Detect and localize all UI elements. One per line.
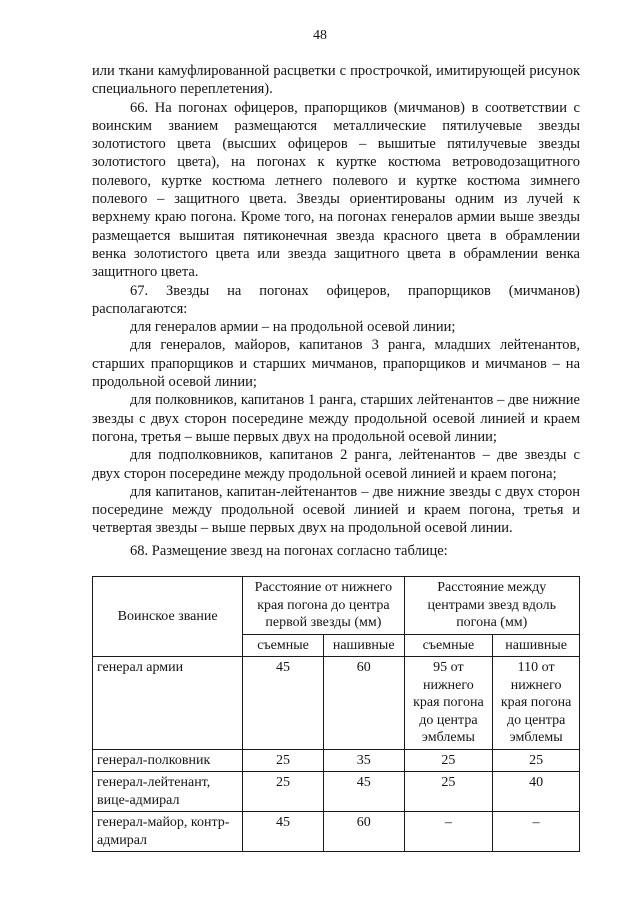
- table-row: [93, 772, 580, 812]
- subheader-removable: съемные: [404, 634, 493, 657]
- paragraph-67-item-generals-army: для генералов армии – на продольной осевой линии;: [130, 319, 456, 336]
- table-row: [93, 657, 580, 750]
- paragraph-67-item-captains: для капитанов, капитан-лейтенантов – две нижние звезды с двух сторон посередине между продольной осевой линией и краем погона, третья и четвертая звезды – выше первых двух на продольной осевой линии.: [92, 483, 580, 537]
- cell-value: 60: [323, 812, 404, 852]
- cell-value: 45: [243, 657, 324, 750]
- header-distance-first-star: Расстояние от нижнего края погона до центра первой звезды (мм): [243, 577, 404, 635]
- paragraph-67-item-lt-colonels: для подполковников, капитанов 2 ранга, лейтенантов – две звезды с двух сторон посередине между продольной осевой линией и краем погона;: [92, 447, 580, 482]
- cell-value: 95 от нижнего края погона до центра эмблемы: [404, 657, 493, 750]
- paragraph-66: 66. На погонах офицеров, прапорщиков (мичманов) в соответствии с воинским званием размещаются металлические пятилучевые звезды золотистого цвета (высших офицеров – вышитые пятилучевые звезды золотистого цвета), на погонах к куртке костюма ветроводозащитного полевого, куртке костюма летнего полевого и куртке костюма зимнего полевого – защитного цвета. Звезды ориентированы одним из лучей к верхнему краю погона. Кроме того, на погонах генералов армии выше звезды размещается вышитая пятиконечная звезда красного цвета в обрамлении венка золотистого цвета или звезда защитного цвета в обрамлении венка защитного цвета.: [92, 99, 580, 281]
- cell-value: 35: [323, 749, 404, 772]
- paragraph-67-item-colonels: для полковников, капитанов 1 ранга, старших лейтенантов – две нижние звезды с двух сторон посередине между продольной осевой линией и краем погона, третья – выше первых двух на продольной осевой линии;: [92, 392, 580, 445]
- cell-rank: генерал армии: [93, 657, 243, 750]
- cell-value: –: [404, 812, 493, 852]
- cell-value: 25: [243, 749, 324, 772]
- paragraph-68: 68. Размещение звезд на погонах согласно таблице:: [130, 542, 448, 559]
- paragraph-67-item-generals-majors: для генералов, майоров, капитанов 3 ранга, младших лейтенантов, старших прапорщиков и старших мичманов, прапорщиков и мичманов – на продольной осевой линии;: [92, 337, 580, 391]
- paragraph-67: 67. Звезды на погонах офицеров, прапорщиков (мичманов) располагаются:: [92, 282, 580, 317]
- cell-value: 25: [243, 772, 324, 812]
- cell-value: 45: [243, 812, 324, 852]
- subheader-sewn: нашивные: [493, 634, 580, 657]
- page-number: 48: [313, 28, 327, 43]
- stars-placement-table: [92, 576, 580, 852]
- cell-rank: генерал-майор, контр-адмирал: [93, 812, 243, 852]
- cell-value: 110 от нижнего края погона до центра эмблемы: [493, 657, 580, 750]
- header-distance-between-stars: Расстояние между центрами звезд вдоль погона (мм): [404, 577, 579, 635]
- table-header-row: [93, 577, 580, 635]
- document-body: [92, 62, 580, 560]
- cell-rank: генерал-лейтенант, вице-адмирал: [93, 772, 243, 812]
- cell-value: 40: [493, 772, 580, 812]
- cell-value: 25: [404, 772, 493, 812]
- subheader-sewn: нашивные: [323, 634, 404, 657]
- cell-rank: генерал-полковник: [93, 749, 243, 772]
- cell-value: 45: [323, 772, 404, 812]
- header-rank: Воинское звание: [93, 577, 243, 657]
- cell-value: 25: [493, 749, 580, 772]
- subheader-removable: съемные: [243, 634, 324, 657]
- paragraph-continuation: или ткани камуфлированной расцветки с прострочкой, имитирующей рисунок специального переплетения).: [92, 63, 580, 98]
- cell-value: –: [493, 812, 580, 852]
- table-row: [93, 749, 580, 772]
- cell-value: 60: [323, 657, 404, 750]
- table-row: [93, 812, 580, 852]
- cell-value: 25: [404, 749, 493, 772]
